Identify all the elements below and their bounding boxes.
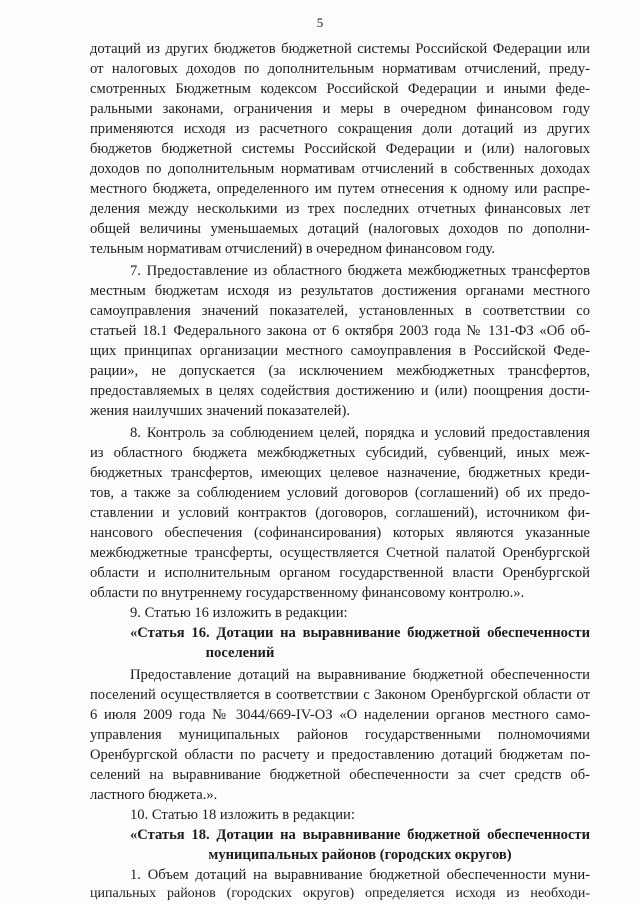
text-line: поселений осуществляется в соответствии с Законом Оренбургской области от [90,687,590,703]
text-line: местным бюджетам исходя из результатов достижения органами местного [90,283,590,299]
article-16-text-start: Предоставление дотаций на выравнивание бюджетной обеспеченности [130,667,590,683]
text-line: самоуправления значений показателей, установленных в соответствии со [90,303,590,319]
paragraph-8-start: 8. Контроль за соблюдением целей, порядка и условий предоставления [130,425,590,441]
text-line: смотренных Бюджетным кодексом Российской Федерации и иными феде- [90,81,590,97]
text-line: ципальных районов (городских округов) определяется исходя из необходи- [90,886,590,901]
text-line: предоставляемых в целях содействия достижению и (или) поощрения дости- [90,383,590,399]
text-line: ластного бюджета.». [90,787,218,803]
text-line: статьей 18.1 Федерального закона от 6 октября 2003 года № 131-ФЗ «Об об- [90,323,590,339]
paragraph-7-start: 7. Предоставление из областного бюджета межбюджетных трансфертов [130,263,590,279]
text-line: общей величины уменьшаемых дотаций (налоговых доходов по дополни- [90,221,590,237]
text-line: области и исполнительным органом государственной власти Оренбургской [90,565,590,581]
text-line: 6 июля 2009 года № 3044/669-IV-ОЗ «О наделении органов местного само- [90,707,590,723]
article-16-heading-cont: поселений [205,645,275,661]
text-line: из областного бюджета межбюджетных субсидий, субвенций, иных меж- [90,445,590,461]
text-line: бюджетных трансфертов, имеющих целевое назначение, бюджетных креди- [90,465,590,481]
text-line: дотаций из других бюджетов бюджетной системы Российской Федерации или [90,41,590,57]
text-line: управления муниципальных районов государственными полномочиями [90,727,590,743]
text-line: области по внутреннему государственному финансовому контролю.». [90,585,525,601]
text-line: тов, а также за соблюдением условий договоров (соглашений) об их предо- [90,485,590,501]
text-line: доходов по дополнительным нормативам отчислений в собственных доходах [90,161,590,177]
text-line: селений на выравнивание бюджетной обеспеченности за счет средств об- [90,767,590,783]
paragraph-10-start: 10. Статью 18 изложить в редакции: [130,807,355,823]
article-16-heading: «Статья 16. Дотации на выравнивание бюджетной обеспеченности [130,625,590,641]
text-line: межбюджетные трансферты, осуществляется Счетной палатой Оренбургской [90,545,590,561]
text-line: деления между несколькими из трех последних отчетных финансовых лет [90,201,590,217]
text-line: применяются исходя из расчетного сокращения доли дотаций из других [90,121,590,137]
text-line: щих принципах организации местного самоуправления в Российской Феде- [90,343,590,359]
text-line: тельным нормативам отчислений) в очередном финансовом году. [90,241,495,257]
text-line: Оренбургской области по расчету и предоставлению дотаций бюджетам по- [90,747,590,763]
text-line: местного бюджета, определенного им путем отнесения к одному или распре- [90,181,590,197]
text-line: ральными законами, ограничения и меры в очередном финансовом году [90,101,590,117]
text-line: жения наилучших значений показателей). [90,403,350,419]
page-number: 5 [316,15,324,30]
article-18-heading: «Статья 18. Дотации на выравнивание бюджетной обеспеченности [130,827,590,843]
text-line: нансового обеспечения (софинансирования) которых являются указанные [90,525,590,541]
text-line: ставлении и условий контрактов (договоров, соглашений), источником фи- [90,505,590,521]
text-line: бюджетов бюджетной системы Российской Федерации и (или) налоговых [90,141,590,157]
article-18-heading-cont: муниципальных районов (городских округов) [208,847,512,863]
text-line: от налоговых доходов по дополнительным нормативам отчислений, преду- [90,61,590,77]
article-18-text-start: 1. Объем дотаций на выравнивание бюджетной обеспеченности муни- [130,867,590,883]
text-line: рации», не допускается (за исключением межбюджетных трансфертов, [90,363,590,379]
paragraph-9-start: 9. Статью 16 изложить в редакции: [130,605,348,621]
